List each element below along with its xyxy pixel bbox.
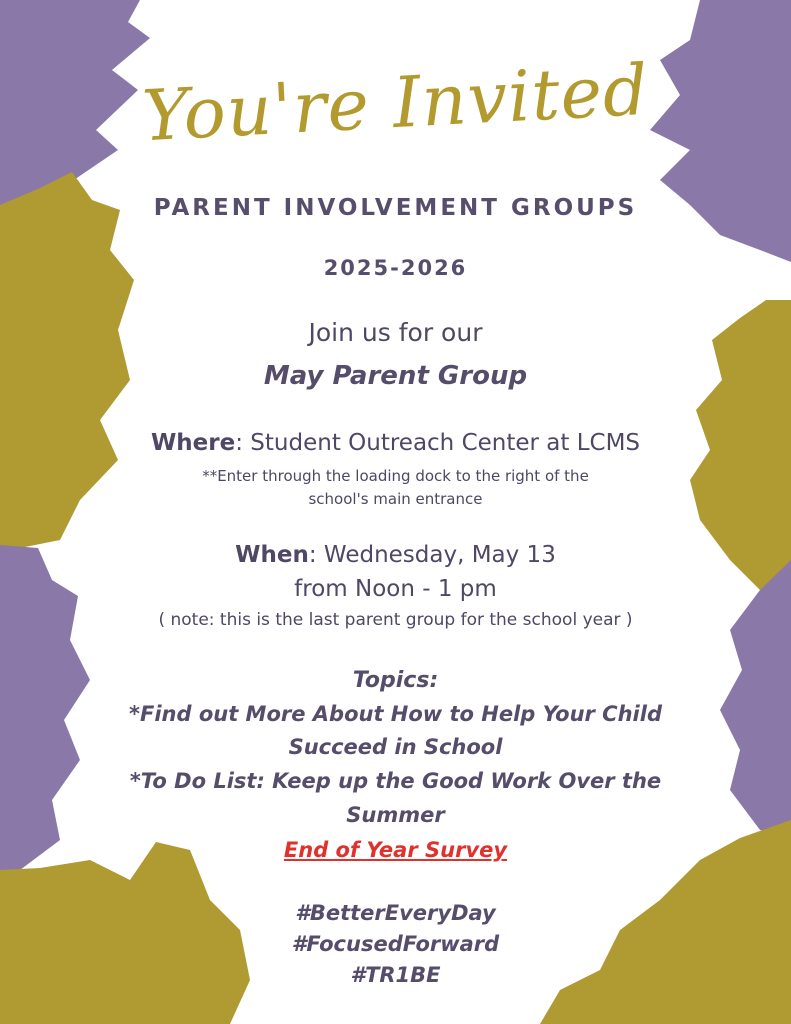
intro-line2: May Parent Group <box>263 361 528 391</box>
topic-1-line2: Succeed in School <box>288 735 503 759</box>
topic-1-line1: *Find out More About How to Help Your Child <box>129 702 662 726</box>
hashtag-2: #FocusedForward <box>291 932 500 956</box>
year: 2025-2026 <box>323 256 468 280</box>
heading: PARENT INVOLVEMENT GROUPS <box>153 195 638 221</box>
where-note1: **Enter through the loading dock to the right of the <box>202 467 589 485</box>
hashtag-3: #TR1BE <box>350 963 441 987</box>
when-line <box>0 542 791 568</box>
topic-2-line2: Summer <box>346 803 445 827</box>
when-note: ( note: this is the last parent group for the school year ) <box>158 610 633 630</box>
topic-2-line1: *To Do List: Keep up the Good Work Over the <box>129 769 662 793</box>
when-label: When <box>235 542 309 568</box>
where-label: Where <box>150 430 236 456</box>
survey-link-row <box>0 838 791 862</box>
title: You're Invited <box>140 48 651 158</box>
where-note2: school's main entrance <box>308 490 483 508</box>
survey-link[interactable]: End of Year Survey <box>283 838 508 862</box>
where-line <box>0 430 791 456</box>
intro-line1: Join us for our <box>308 318 483 347</box>
topics-heading: Topics: <box>352 668 439 693</box>
hashtag-1: #BetterEveryDay <box>295 901 496 925</box>
when-time: from Noon - 1 pm <box>294 576 497 602</box>
where-value: : Student Outreach Center at LCMS <box>235 430 641 456</box>
when-value: : Wednesday, May 13 <box>308 542 556 568</box>
